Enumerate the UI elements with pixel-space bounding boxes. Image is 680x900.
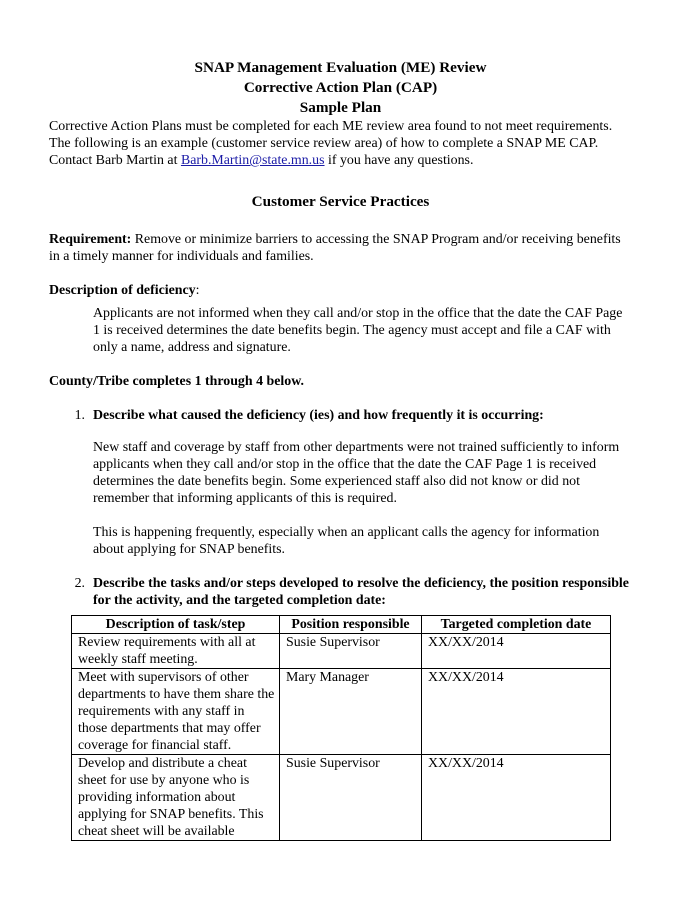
requirement-text: Remove or minimize barriers to accessing the SNAP Program and/or receiving benefits in a timely manner for individuals and families.: [49, 232, 621, 264]
title-line-2: Corrective Action Plan (CAP): [243, 79, 438, 96]
email-link[interactable]: Barb.Martin@state.mn.us: [180, 153, 325, 168]
deficiency-label: Description of deficiency: [49, 283, 196, 298]
table-row: [72, 669, 611, 755]
column-header: Position responsible: [280, 616, 422, 634]
requirement-label: Requirement:: [49, 232, 132, 247]
task-cell: Develop and distribute a cheat sheet for use by anyone who is providing information about applying for SNAP benefits. This cheat sheet will be available: [72, 755, 280, 841]
table-row: [72, 634, 611, 669]
position-cell: Susie Supervisor: [280, 634, 422, 669]
date-cell: XX/XX/2014: [422, 755, 611, 841]
task-cell: Meet with supervisors of other departments to have them share the requirements with any staff in those departments that may offer coverage for financial staff.: [72, 669, 280, 755]
title-line-1: SNAP Management Evaluation (ME) Review: [194, 59, 487, 76]
table-header-row: [72, 616, 611, 634]
column-header: Targeted completion date: [422, 616, 611, 634]
task-cell: Review requirements with all at weekly staff meeting.: [72, 634, 280, 669]
list-item: [49, 407, 632, 558]
list-item-heading: Describe the tasks and/or steps developed to resolve the deficiency, the position responsible for the activity, and the targeted completion date:: [93, 576, 629, 608]
list-item-heading: Describe what caused the deficiency (ies) and how frequently it is occurring:: [93, 408, 544, 423]
task-table: [71, 615, 611, 841]
intro-text-end: if you have any questions.: [324, 153, 474, 168]
county-instruction: County/Tribe completes 1 through 4 below.: [49, 374, 304, 389]
list-item-number: 2.: [74, 576, 85, 591]
cause-paragraph-2: This is happening frequently, especially when an applicant calls the agency for information about applying for SNAP benefits.: [93, 525, 600, 557]
position-cell: Mary Manager: [280, 669, 422, 755]
section-title: Customer Service Practices: [251, 193, 430, 210]
requirement-paragraph: [49, 231, 632, 265]
column-header: Description of task/step: [72, 616, 280, 634]
cause-paragraph-1: New staff and coverage by staff from other departments were not trained sufficiently to inform applicants when they call and/or stop in the office that the date the CAF Page 1 is received determines the date benefits begin. Some experienced staff also did not know or did not remember that informing applicants of this is required.: [93, 440, 620, 506]
deficiency-colon: :: [195, 283, 200, 298]
date-cell: XX/XX/2014: [422, 669, 611, 755]
intro-paragraph: [49, 118, 632, 169]
list-item: [49, 575, 632, 609]
title-line-3: Sample Plan: [299, 99, 382, 116]
date-cell: XX/XX/2014: [422, 634, 611, 669]
list-item-number: 1.: [74, 408, 85, 423]
document-title: [49, 58, 632, 118]
deficiency-heading: [49, 282, 632, 299]
table-row: [72, 755, 611, 841]
deficiency-text: Applicants are not informed when they call and/or stop in the office that the date the CAF Page 1 is received determines the date benefits begin. The agency must accept and file a CAF with only a name, address and signature.: [93, 306, 623, 355]
intro-text: Corrective Action Plans must be completed for each ME review area found to not meet requirements. The following is an example (customer service review area) of how to complete a SNAP ME CAP. Contact Barb Martin at: [49, 119, 613, 168]
position-cell: Susie Supervisor: [280, 755, 422, 841]
